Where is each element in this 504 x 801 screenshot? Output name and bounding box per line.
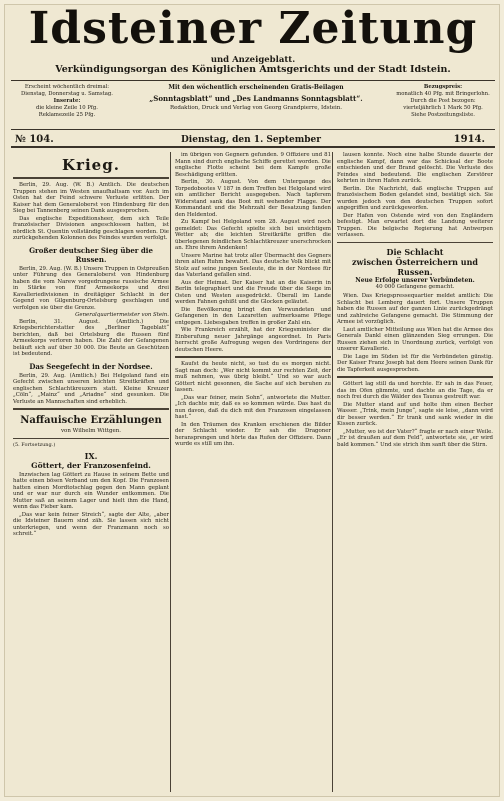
- subhead-line1: und Anzeigeblatt.: [210, 55, 296, 65]
- signature: Generalquartiermeister von Stein.: [75, 312, 169, 318]
- article-text: Berlin, 31. August. (Amtlich.) Die Kriegsberichterstatter des „Berliner Tageblatt“ berichten, daß bei Ortelsburg die Russen fünf Armeekorps verloren haben. Die Zahl der Gefangenen beläuft sich auf über 30 000. Die Beute an Geschützen ist bedeutend.: [13, 318, 169, 357]
- story-text: „Das war feiner, mein Sohn“, antwortete die Mutter. „Ich dachte mir, daß es so kommen würde. Das hast du nun davon, daß du dich mit den Franzosen eingelassen hast.“: [175, 394, 331, 420]
- article-text: Berlin. Die Nachricht, daß englische Truppen auf französischem Boden gelandet sind, bestätigt sich. Sie wurden jedoch von den deutschen Truppen sofort angegriffen und zurückgeworfen.: [337, 185, 493, 211]
- masthead-title: Idsteiner Zeitung: [28, 4, 478, 54]
- info-right-line: Durch die Post bezogen:: [410, 98, 476, 104]
- article-text: Berlin, 29. Aug. (W. B.) Amtlich. Die deutschen Truppen stehen im Westen unaufhaltsam vor. Auch im Osten hat der Feind schwere Verluste erlitten. Der Kaiser hat dem Generaloberst von Hindenburg für den Sieg bei Tannenberg seinen Dank ausgesprochen.: [13, 182, 169, 214]
- article-text: Das englische Expeditionsheer, dem sich Teile französischer Divisionen angeschlossen hatten, ist nördlich St. Quentin vollständig geschlagen worden. Die zurückgehenden Kolonnen des Feindes wurden verfolgt.: [13, 215, 169, 241]
- article-heading: zwischen Österreichern und Russen.: [352, 256, 478, 277]
- article-text: im übrigen von Gegnern gefunden. 9 Offiziere und 81 Mann sind durch englische Schiffe gerettet worden. Die englische Flotte scheint bei dem Kampfe große Beschädigung erlitten.: [175, 152, 331, 178]
- issue-year: 1914.: [453, 134, 485, 145]
- story-text: Inzwischen lag Göttert zu Hause in seinem Bette und hatte einen bösen Verband um den Kopf. Die Franzosen hatten einen Mordtotschlag gegen den Mann geplant und er war nur durch ein Wunder entkommen. Die Mutter saß an seinem Lager und hielt ihm die Hand, wenn das Fieber kam.: [13, 471, 169, 510]
- continuation-note: (5. Fortsetzung.): [13, 442, 56, 448]
- article-text: Laut amtlicher Mitteilung aus Wien hat die Armee des Generals Dankl einen glänzenden Sieg errungen. Die Russen ziehen sich in Unordnung zurück, verfolgt von unserer Kavallerie.: [337, 326, 493, 352]
- story-text: Kaufst du heute nicht, so tust du es morgen nicht. Sagt man doch: „Wer nicht kommt zur rechten Zeit, der muß nehmen, was übrig bleibt.“ Und so war auch Göttert nicht gesonnen, die Sache auf sich beruhen zu lassen.: [175, 361, 331, 393]
- info-left-line: die kleine Zeile 10 Pfg.: [36, 105, 98, 111]
- feuilleton-heading: Naffauische Erzählungen: [20, 415, 162, 426]
- article-text: Die Bevölkerung bringt den Verwundeten und Gefangenen in den Lazaretten aufmerksame Pflege entgegen. Liebesgaben treffen in großer Zahl ein.: [175, 306, 331, 326]
- info-bar: [11, 80, 495, 130]
- story-text: Die Mutter stand auf und holte ihm einen Becher Wasser. „Trink, mein Junge“, sagte sie leise, „dann wird dir besser werden.“ Er trank und sank wieder in die Kissen zurück.: [337, 401, 493, 427]
- column-2: [175, 152, 331, 792]
- subscription-info: [391, 84, 495, 119]
- info-right-line: monatlich 40 Pfg. mit Bringerlohn.: [396, 91, 490, 97]
- issue-number: № 104.: [15, 134, 54, 145]
- publication-info: [13, 84, 121, 119]
- info-right-line: Siehe Postzeitungsliste.: [411, 112, 475, 118]
- supplements-info: [131, 83, 381, 113]
- divider: [13, 438, 169, 439]
- story-text: „Mutter, wo ist der Vater?“ fragte er nach einer Weile. „Er ist draußen auf dem Feld“, antwortete sie, „er wird bald kommen.“ Und sie strich ihm sanft über die Stirn.: [337, 428, 493, 448]
- subhead: [5, 55, 500, 75]
- article-text: Berlin, 29. Aug. (Amtlich.) Bei Helgoland fand ein Gefecht zwischen unseren leichten Streitkräften und englischen Schlachtkreuzern statt. Kleine Kreuzer „Cöln“, „Mainz“ und „Ariadne“ sind gesunken. Die Verluste an Mannschaften sind erheblich.: [13, 372, 169, 405]
- divider: [13, 408, 169, 410]
- article-heading: Das Seegefecht in der Nordsee.: [29, 361, 153, 371]
- column-rule: [332, 152, 333, 792]
- story-text: In den Träumen des Kranken erschienen die Bilder der Schlacht wieder. Er sah die Dragoner heransprengen und hörte das Rufen der Offiziere. Dann wurde es still um ihn.: [175, 421, 331, 447]
- info-left-line: Dienstag, Donnerstag u. Samstag.: [21, 91, 113, 97]
- publisher-line: Redaktion, Druck und Verlag von Georg Grandpierre, Idstein.: [169, 105, 343, 111]
- issue-date-bar: [11, 132, 495, 148]
- supplements-line: Mit den wöchentlich erscheinenden Gratis-Beilagen: [168, 84, 344, 91]
- article-subheading: Neue Erfolge unserer Verbündeten.: [355, 276, 475, 284]
- chapter-number: IX.: [84, 450, 98, 461]
- divider: [337, 376, 493, 378]
- column-rule: [170, 152, 171, 792]
- article-text: Aus der Heimat. Der Kaiser hat an die Kaiserin in Berlin telegraphiert und die Freude über die Siege im Osten und Westen ausgedrückt. Überall im Lande werden Fahnen gehißt und die Glocken geläutet.: [175, 279, 331, 305]
- story-text: Göttert lag still da und horchte. Er sah in das Feuer, das im Ofen glimmte, und dachte an die Tage, da er noch frei durch die Wälder des Taunus gestreift war.: [337, 381, 493, 400]
- info-right-line: Bezugspreis:: [423, 84, 463, 90]
- issue-date: Dienstag, den 1. September: [181, 135, 322, 145]
- article-text: Berlin, 29. Aug. (W. B.) Unsere Truppen in Ostpreußen unter Führung des Generaloberst von Hindenburg haben die vom Narew vorgedrungene russische Armee in Stärke von fünf Armeekorps und drei Kavalleriedivisionen in dreitägiger Schlacht in der Gegend von Gilgenburg-Ortelsburg geschlagen und verfolgen sie über die Grenze.: [13, 265, 169, 311]
- info-left-line: Reklamezeile 25 Pfg.: [38, 112, 96, 118]
- section-heading-krieg: Krieg.: [62, 156, 120, 174]
- article-text: Wien. Das Kriegspressequartier meldet amtlich: Die Schlacht bei Lemberg dauert fort. Unsere Truppen haben die Russen auf der ganzen Linie zurückgedrängt und zahlreiche Gefangene gemacht. Die Stimmung der Armee ist vorzüglich.: [337, 293, 493, 325]
- divider: [175, 356, 331, 358]
- column-3: [337, 152, 493, 792]
- newspaper-page: [4, 4, 500, 797]
- chapter-title: Göttert, der Franzosenfeind.: [31, 460, 151, 470]
- article-heading: Die Schlacht: [386, 246, 444, 257]
- article-subheading: 40 000 Gefangene gemacht.: [375, 284, 455, 290]
- info-left-line: Erscheint wöchentlich dreimal:: [24, 84, 110, 90]
- article-text: lausen konnte. Noch eine halbe Stunde dauerte der englische Kampf, dann war das Schicksal der Boote entschieden und der Brand gelöscht. Die Verluste des Feindes sind bedeutend. Die englischen Zerstörer kehrten in ihren Hafen zurück.: [337, 152, 493, 184]
- article-heading: Großer deutscher Sieg über die Russen.: [29, 245, 153, 264]
- info-right-line: vierteljährlich 1 Mark 50 Pfg.: [403, 105, 483, 111]
- column-1: [13, 152, 169, 792]
- article-text: Unsere Marine hat trotz aller Übermacht des Gegners ihren alten Ruhm bewahrt. Das deutsche Volk blickt mit Stolz auf seine jungen Seeleute, die in der Nordsee für das Vaterland gefallen sind.: [175, 252, 331, 278]
- article-text: Berlin, 30. August. Von dem Untergange des Torpedobootes V 187 in dem Treffen bei Helgoland wird ein amtlicher Bericht ausgegeben. Nach tapferem Widerstand sank das Boot mit wehender Flagge. Der Kommandant und die Mehrzahl der Besatzung fanden den Heldentod.: [175, 179, 331, 218]
- article-text: Der Hafen von Ostende wird von den Engländern befestigt. Man erwartet dort die Landung weiterer Truppen. Die belgische Regierung hat Antwerpen verlassen.: [337, 212, 493, 238]
- feuilleton-author: von Wilhelm Wittgen.: [60, 428, 122, 434]
- subhead-line2: Verkündigungsorgan des Königlichen Amtsgerichts und der Stadt Idstein.: [55, 64, 451, 75]
- article-text: Wie Frankreich erzählt, hat der Kriegsminister die Einberufung neuer Jahrgänge angeordnet. In Paris herrscht große Aufregung wegen des Vordringens der deutschen Heere.: [175, 327, 331, 353]
- info-left-line: Inserate:: [53, 98, 81, 104]
- article-text: Die Lage im Süden ist für die Verbündeten günstig. Der Kaiser Franz Joseph hat dem Heere seinen Dank für die Tapferkeit ausgesprochen.: [337, 353, 493, 373]
- supplements-titles: „Sonntagsblatt“ und „Des Landmanns Sonntagsblatt“.: [149, 94, 363, 103]
- divider: [337, 242, 493, 243]
- divider: [13, 177, 169, 179]
- article-text: Zu Kampf bei Helgoland vom 28. August wird noch gemeldet: Das Gefecht spielte sich bei unsichtigem Wetter ab; die leichten Streitkräfte griffen die überlegenen feindlichen Schlachtkreuzer unerschrocken an. Ehre ihrem Andenken!: [175, 219, 331, 251]
- story-text: „Das war kein feiner Streich“, sagte der Alte, „aber die Idsteiner Bauern sind zäh. Sie lassen sich nicht unterkriegen, und wenn der Franzmann noch so schreit.“: [13, 511, 169, 537]
